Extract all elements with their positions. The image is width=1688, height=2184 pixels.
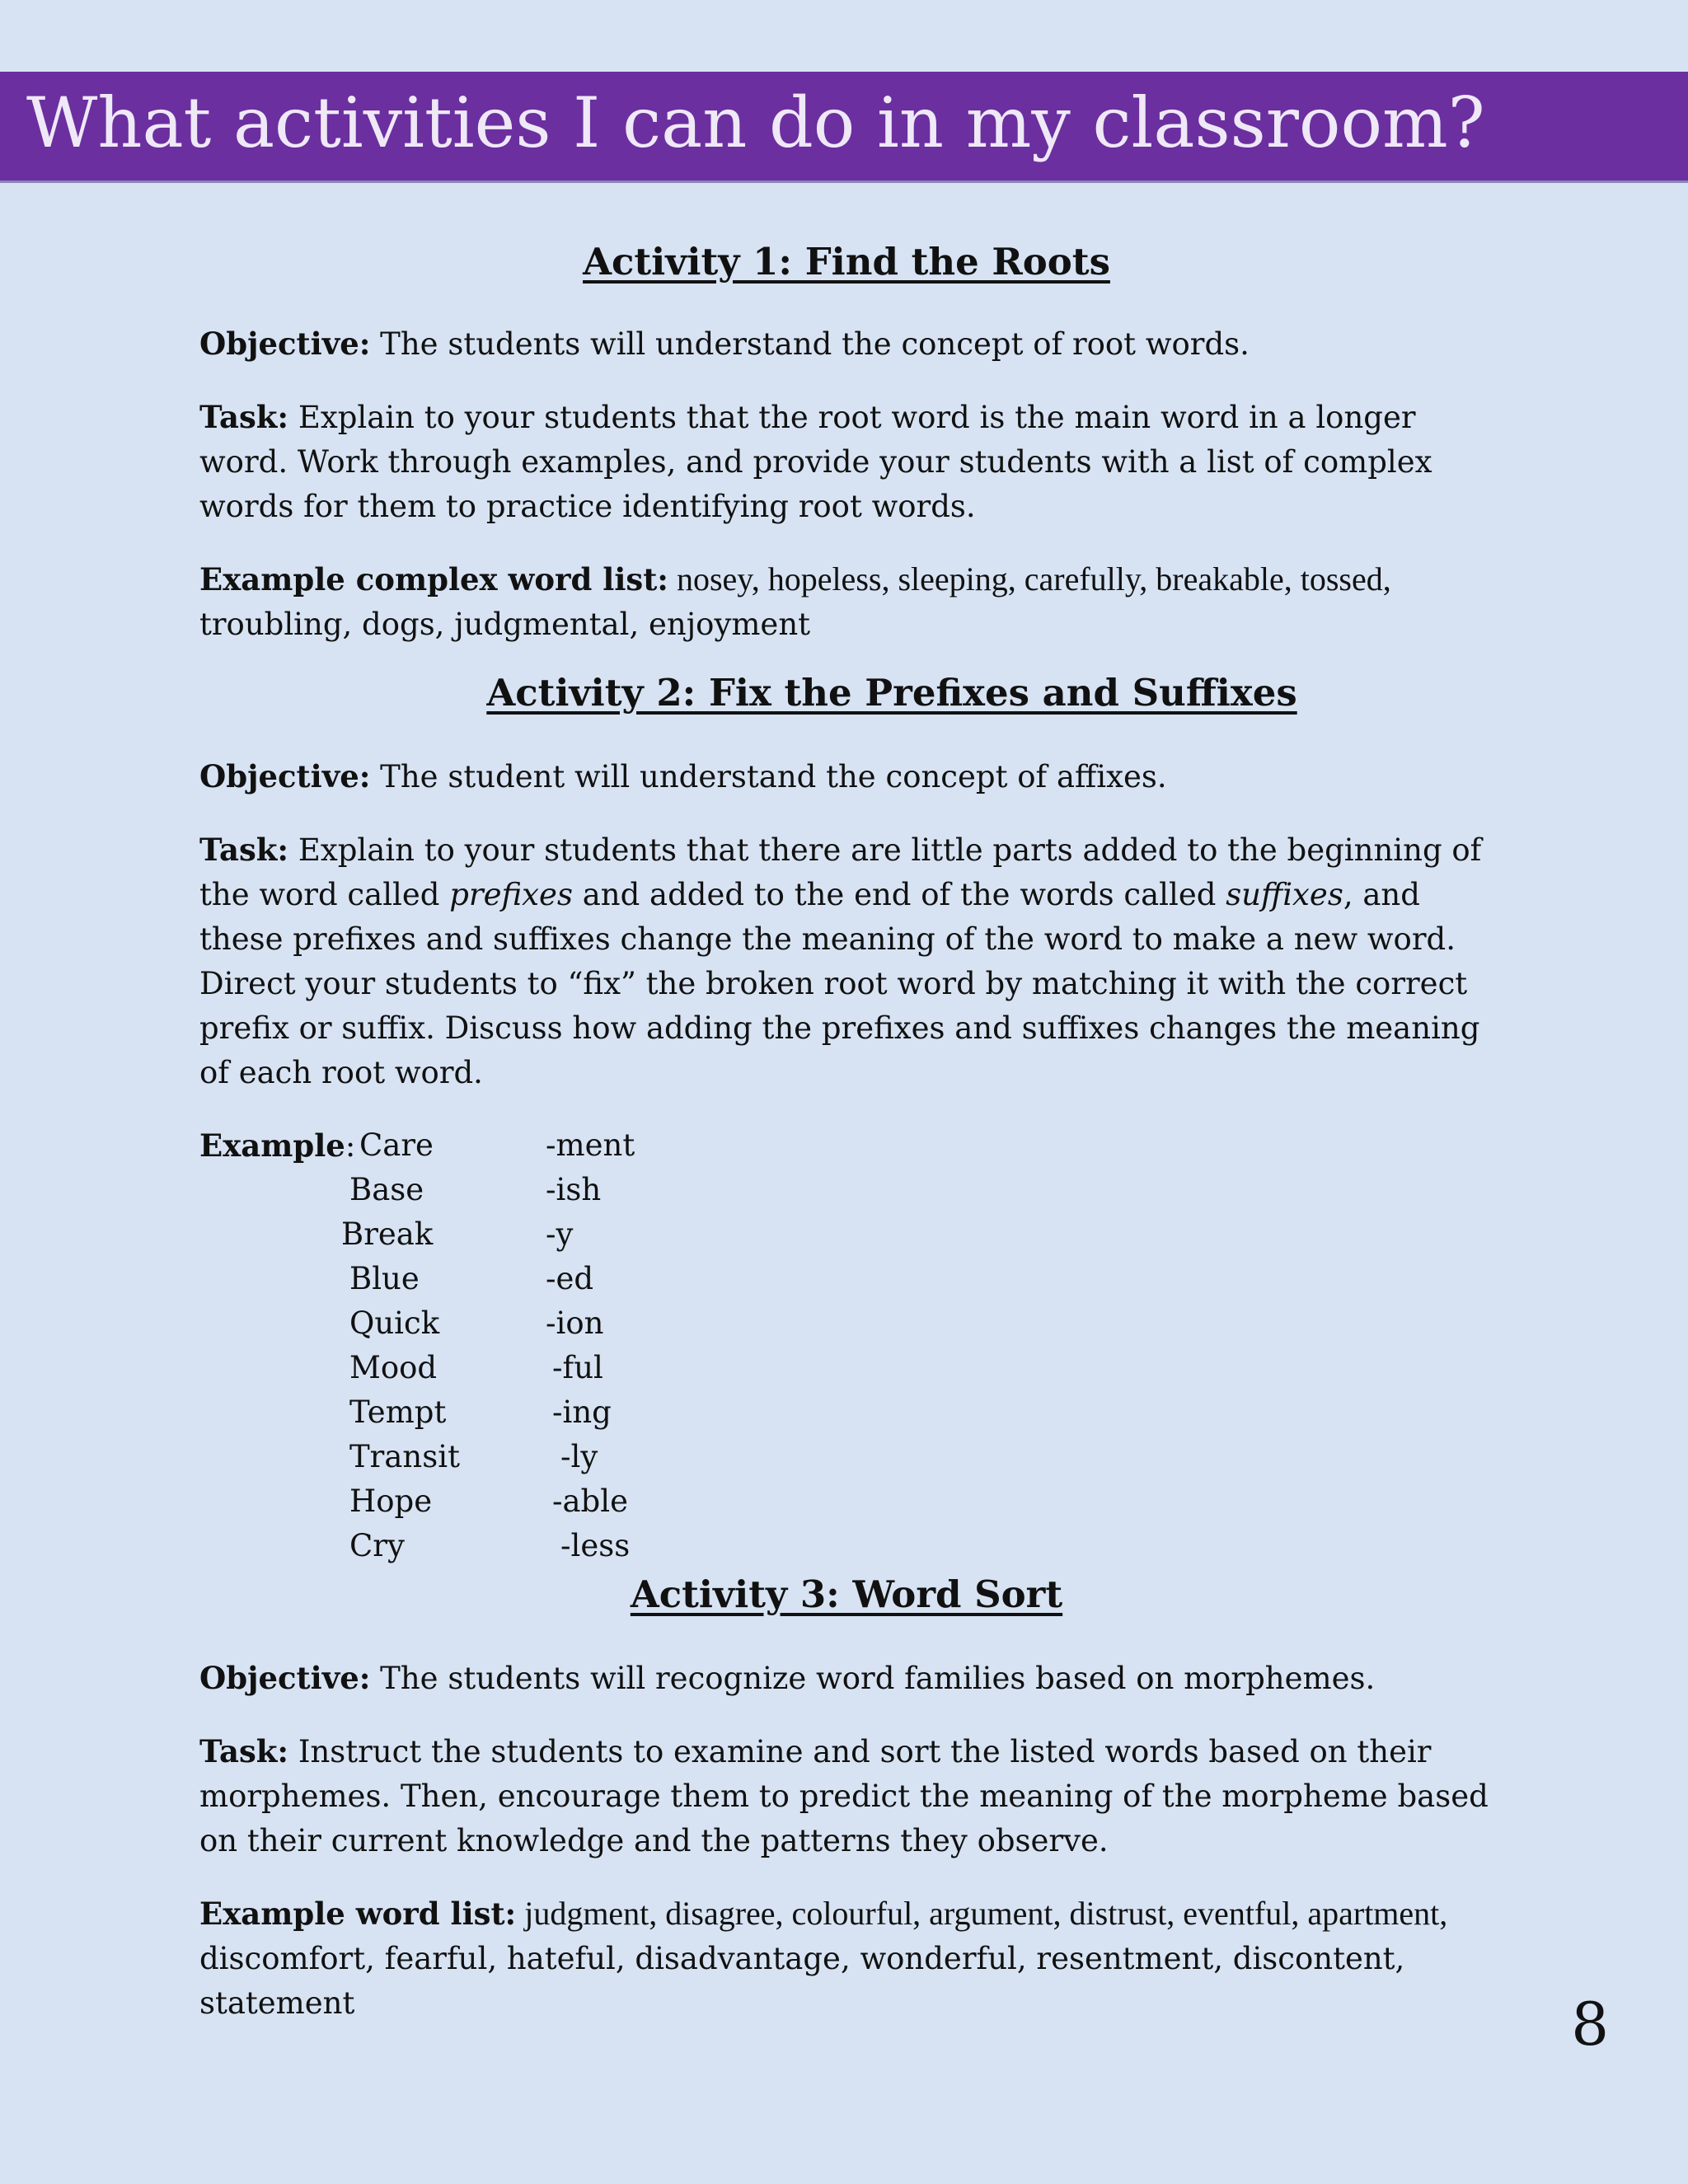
activity-2 bbox=[199, 670, 1493, 1568]
example-label: Example complex word list: bbox=[199, 561, 668, 598]
activity-2-heading: Activity 2: Fix the Prefixes and Suffixes bbox=[486, 671, 1297, 715]
root-word: Break bbox=[341, 1216, 434, 1252]
activity-2-example bbox=[199, 1123, 1493, 1568]
activity-1-objective bbox=[199, 321, 1493, 367]
activity-2-task bbox=[199, 827, 1493, 1095]
task-text: Explain to your students that there are little parts added to the beginning of the word called bbox=[199, 832, 1482, 912]
objective-label: Objective: bbox=[199, 326, 371, 362]
activity-3-objective bbox=[199, 1656, 1493, 1701]
activity-3-heading: Activity 3: Word Sort bbox=[630, 1572, 1063, 1616]
list-item bbox=[199, 1435, 941, 1479]
root-word: Tempt bbox=[349, 1394, 447, 1430]
objective-text: The students will recognize word families based on morphemes. bbox=[370, 1661, 1376, 1696]
example-word-list-continued: troubling, dogs, judgmental, enjoyment bbox=[199, 607, 811, 642]
task-label: Task: bbox=[199, 832, 289, 868]
root-word: Care bbox=[359, 1127, 434, 1163]
activity-3-example bbox=[199, 1891, 1493, 2026]
suffix: -ed bbox=[546, 1261, 594, 1296]
list-item bbox=[199, 1390, 941, 1435]
suffix: -able bbox=[552, 1483, 628, 1519]
page-number: 8 bbox=[1571, 1990, 1609, 2059]
task-text: , and these prefixes and suffixes change the meaning of the word to make a new word. Direct your students to “fix” the broken root word by matching it with the correct prefix or suffix. Discuss how adding the prefixes and suffixes changes the meaning of each root word. bbox=[199, 877, 1480, 1090]
example-label: Example word list: bbox=[199, 1896, 517, 1932]
example-label: Example: bbox=[199, 1127, 356, 1164]
header-band bbox=[0, 72, 1688, 183]
activity-2-objective bbox=[199, 754, 1493, 799]
root-word: Transit bbox=[349, 1439, 460, 1474]
suffix: -ment bbox=[546, 1127, 635, 1163]
content bbox=[199, 239, 1493, 2026]
list-item bbox=[199, 1212, 941, 1257]
example-word-list-continued: discomfort, fearful, hateful, disadvantage, wonderful, resentment, discontent, statement bbox=[199, 1941, 1405, 2021]
list-item bbox=[199, 1123, 941, 1168]
task-text: Instruct the students to examine and sort the listed words based on their morphemes. Then, encourage them to predict the meaning of the morpheme based on their current knowledge and the patterns they observe. bbox=[199, 1734, 1489, 1858]
list-item bbox=[199, 1479, 941, 1524]
root-word: Cry bbox=[349, 1528, 405, 1563]
page-title: What activities I can do in my classroom? bbox=[26, 82, 1485, 163]
list-item bbox=[199, 1301, 941, 1346]
activity-3-task bbox=[199, 1729, 1493, 1863]
root-word: Quick bbox=[349, 1305, 440, 1341]
suffix: -less bbox=[560, 1528, 631, 1563]
objective-text: The student will understand the concept of affixes. bbox=[370, 759, 1167, 794]
task-label: Task: bbox=[199, 1733, 289, 1769]
suffix: -ly bbox=[560, 1439, 598, 1474]
suffix: -ion bbox=[546, 1305, 604, 1341]
example-word-list: nosey, hopeless, sleeping, carefully, breakable, tossed, bbox=[668, 560, 1391, 598]
activity-1-task bbox=[199, 395, 1493, 529]
task-text: and added to the end of the words called bbox=[572, 877, 1226, 912]
objective-text: The students will understand the concept of root words. bbox=[370, 326, 1250, 362]
root-word: Base bbox=[349, 1172, 424, 1207]
suffixes-term: suffixes bbox=[1226, 877, 1343, 912]
list-item bbox=[199, 1168, 941, 1212]
root-word: Hope bbox=[349, 1483, 433, 1519]
example-word-list: judgment, disagree, colourful, argument, distrust, eventful, apartment, bbox=[516, 1895, 1448, 1932]
prefixes-term: prefixes bbox=[449, 877, 573, 912]
activity-3 bbox=[199, 1572, 1493, 2026]
objective-label: Objective: bbox=[199, 758, 371, 794]
activity-1-heading: Activity 1: Find the Roots bbox=[583, 240, 1110, 284]
activity-1-example bbox=[199, 557, 1493, 647]
list-item bbox=[199, 1257, 941, 1301]
objective-label: Objective: bbox=[199, 1660, 371, 1696]
suffix: -ish bbox=[546, 1172, 602, 1207]
root-word: Mood bbox=[349, 1350, 438, 1385]
suffix: -ing bbox=[552, 1394, 612, 1430]
list-item bbox=[199, 1346, 941, 1390]
suffix: -y bbox=[546, 1216, 574, 1252]
root-word: Blue bbox=[349, 1261, 420, 1296]
activity-1 bbox=[199, 239, 1493, 647]
task-text: Explain to your students that the root word is the main word in a longer word. Work through examples, and provide your students with a list of complex words for them to practice identifying root words. bbox=[199, 400, 1432, 524]
list-item bbox=[199, 1524, 941, 1568]
suffix: -ful bbox=[552, 1350, 603, 1385]
task-label: Task: bbox=[199, 399, 289, 435]
